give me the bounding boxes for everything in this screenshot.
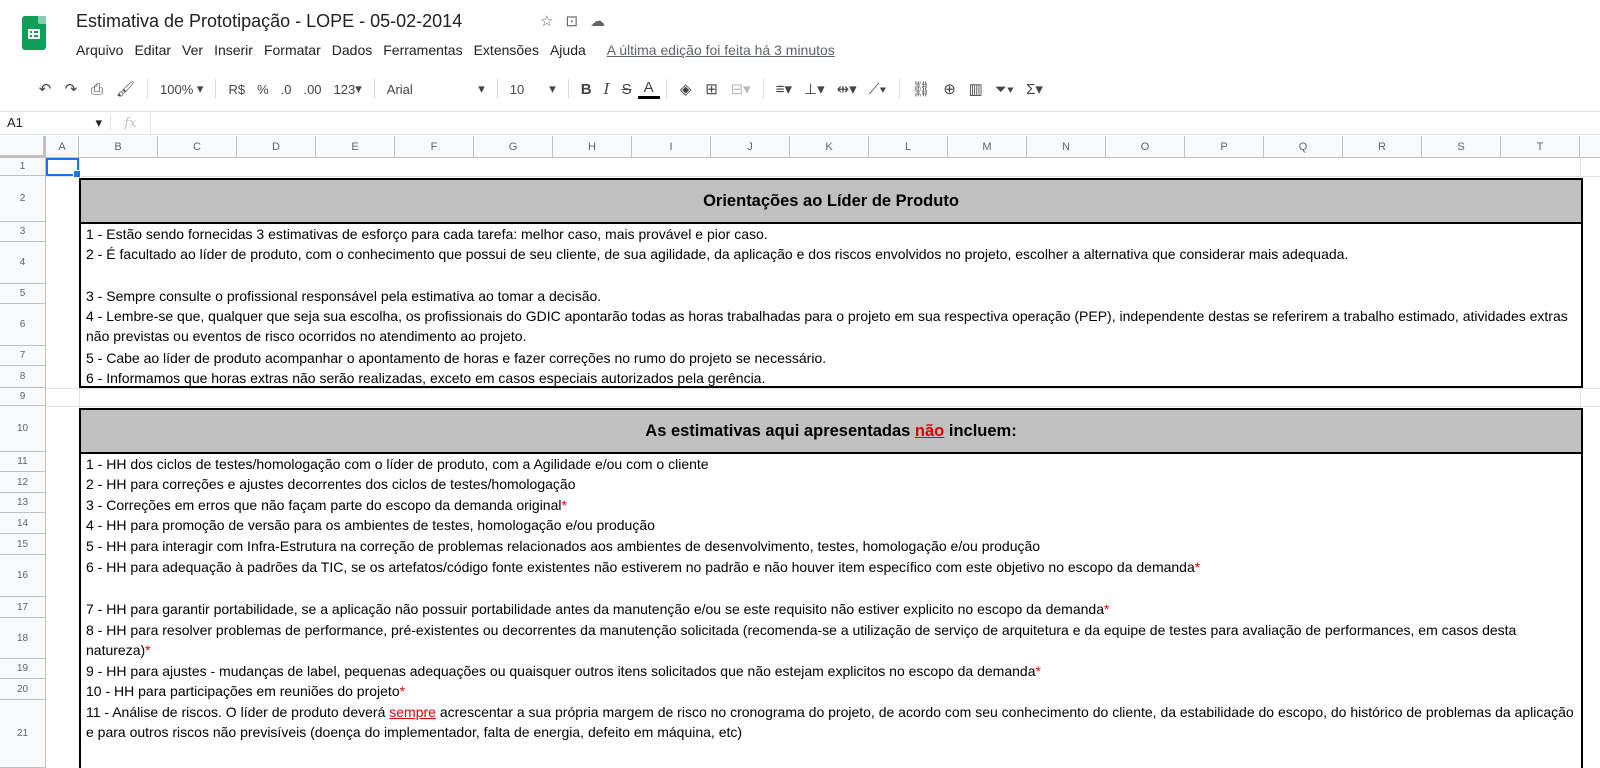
- name-box[interactable]: [0, 115, 110, 131]
- exclusion-line-6: [81, 557, 1581, 599]
- row-header-13[interactable]: 13: [0, 493, 46, 513]
- exclusion-line-3: [81, 495, 1581, 515]
- row-header-6[interactable]: 6: [0, 304, 46, 346]
- column-header-e[interactable]: E: [316, 136, 395, 158]
- guidance-box: [79, 178, 1583, 388]
- column-header-g[interactable]: G: [474, 136, 553, 158]
- formula-input[interactable]: [150, 112, 1600, 134]
- italic-button[interactable]: I: [603, 80, 610, 98]
- number-format-value: 123: [333, 81, 356, 97]
- exclusion-line-9-text: 9 - HH para ajustes - mudanças de label, pequenas adequações ou quaisquer outros itens solicitados que não estejam explicitos no escopo da demanda: [86, 663, 1036, 679]
- asterisk-mark: *: [1035, 663, 1041, 679]
- column-header-l[interactable]: L: [869, 136, 948, 158]
- menu-ver[interactable]: Ver: [182, 42, 204, 58]
- toolbar-divider: [666, 79, 667, 99]
- guidance-line-4: 4 - Lembre-se que, qualquer que seja sua escolha, os profissionais do GDIC apontarão todas as horas trabalhadas para o projeto em sua respectiva operação (PEP), independente destas se referirem a trabalho estimado, atividades extras não previstas ou eventos de risco ocorridos no atendimento ao projeto.: [86, 308, 1568, 344]
- column-header-o[interactable]: O: [1106, 136, 1185, 158]
- formula-bar: [0, 111, 1600, 135]
- gridline: [46, 388, 1600, 389]
- selected-cell-a1[interactable]: [46, 158, 79, 176]
- menu-ferramentas[interactable]: Ferramentas: [383, 42, 463, 58]
- exclusion-line-1: 1 - HH dos ciclos de testes/homologação com o líder de produto, com a Agilidade e/ou com o cliente: [86, 456, 709, 472]
- menu-editar[interactable]: Editar: [134, 42, 172, 58]
- fx-icon: fx: [110, 116, 150, 131]
- print-icon[interactable]: ⎙: [90, 80, 103, 98]
- document-title[interactable]: Estimativa de Prototipação - LOPE - 05-02-2014: [76, 11, 463, 31]
- currency-format-button[interactable]: R$: [228, 81, 246, 97]
- row-header-2[interactable]: 2: [0, 176, 46, 222]
- row-header-1[interactable]: 1: [0, 158, 46, 176]
- exclusion-line-10-text: 10 - HH para participações em reuniões do projeto: [86, 683, 400, 699]
- exclusion-line-3-text: 3 - Correções em erros que não façam parte do escopo da demanda original: [86, 497, 562, 513]
- guidance-line-2: 2 - É facultado ao líder de produto, com o conhecimento que possui de seu cliente, de sua agilidade, da aplicação e dos riscos envolvidos no projeto, escolher a alternativa que considerar mais adequada.: [86, 246, 1349, 262]
- column-header-j[interactable]: J: [711, 136, 790, 158]
- exclusions-heading-pre: As estimativas aqui apresentadas: [645, 421, 911, 440]
- number-format-select[interactable]: 123 ▾: [333, 81, 362, 97]
- increase-decimal-button[interactable]: .00: [303, 81, 322, 97]
- title-icons: [540, 12, 605, 30]
- menu-formatar[interactable]: Formatar: [263, 42, 321, 58]
- font-size-value: 10: [509, 81, 525, 97]
- star-icon[interactable]: ☆: [540, 13, 554, 30]
- exclusion-line-4: 4 - HH para promoção de versão para os ambientes de testes, homologação e/ou produção: [86, 517, 655, 533]
- merge-cells-icon[interactable]: ⊟▾: [730, 81, 751, 98]
- toolbar-divider: [374, 79, 375, 99]
- bold-button[interactable]: B: [580, 80, 592, 98]
- exclusion-line-6-text: 6 - HH para adequação à padrões da TIC, se os artefatos/código fonte existentes não estiverem no padrão e não houver item específico com este objetivo no escopo da demanda: [86, 559, 1195, 575]
- decrease-decimal-button[interactable]: .0: [280, 81, 292, 97]
- toolbar-divider: [215, 79, 216, 99]
- guidance-line-1: 1 - Estão sendo fornecidas 3 estimativas de esforço para cada tarefa: melhor caso, mais provável e pior caso.: [86, 226, 768, 242]
- guidance-line-6: 6 - Informamos que horas extras não serão realizadas, exceto em casos especiais autorizados pela gerência.: [86, 370, 766, 386]
- exclusion-line-9: [81, 661, 1581, 681]
- text-color-button[interactable]: A: [638, 79, 660, 99]
- sheet-grid: [0, 136, 1600, 768]
- toolbar-divider: [899, 79, 900, 99]
- undo-icon[interactable]: ↶: [38, 81, 52, 98]
- guidance-line-3: 3 - Sempre consulte o profissional responsável pela estimativa ao tomar a decisão.: [86, 288, 602, 304]
- exclusion-line-11-post: acrescentar a sua própria margem de risco no cronograma do projeto, de acordo com seu conhecimento do cliente, da estabilidade do escopo, do histórico de problemas da aplicação e para outros riscos não previsíveis (doença do implementador, falta de energia, defeito em máquina, etc): [86, 704, 1574, 740]
- exclusion-line-11-emphasis: sempre: [389, 704, 436, 720]
- row-header-9[interactable]: 9: [0, 388, 46, 406]
- filter-icon[interactable]: ⏷▾: [994, 80, 1015, 98]
- toolbar-divider: [568, 79, 569, 99]
- menu-extensoes[interactable]: Extensões: [473, 42, 539, 58]
- gridline: [46, 406, 1600, 407]
- row-header-20[interactable]: 20: [0, 679, 46, 700]
- column-header-m[interactable]: M: [948, 136, 1027, 158]
- exclusion-line-7-text: 7 - HH para garantir portabilidade, se a aplicação não possuir portabilidade antes da manutenção e/ou se este requisito não estiver explicito no escopo da demanda: [86, 601, 1104, 617]
- guidance-heading: Orientações ao Líder de Produto: [81, 180, 1581, 224]
- move-to-folder-icon[interactable]: ⊡: [565, 13, 579, 30]
- row-header-4[interactable]: 4: [0, 242, 46, 284]
- menu-inserir[interactable]: Inserir: [214, 42, 253, 58]
- toolbar-divider: [763, 79, 764, 99]
- row-header-17[interactable]: 17: [0, 597, 46, 618]
- column-header-b[interactable]: B: [79, 136, 158, 158]
- row-header-11[interactable]: 11: [0, 452, 46, 472]
- column-header-c[interactable]: C: [158, 136, 237, 158]
- gridline: [46, 176, 1600, 177]
- text-wrapping-icon[interactable]: ⇹▾: [836, 81, 857, 98]
- asterisk-mark: *: [1194, 559, 1201, 575]
- row-header-15[interactable]: 15: [0, 534, 46, 555]
- column-header-t[interactable]: T: [1501, 136, 1580, 158]
- font-family-value: Arial: [386, 81, 413, 97]
- row-header-19[interactable]: 19: [0, 659, 46, 679]
- row-header-14[interactable]: 14: [0, 513, 46, 534]
- row-header-21[interactable]: 21: [0, 700, 46, 768]
- exclusion-line-8-text: 8 - HH para resolver problemas de performance, pré-existentes ou decorrentes da manutenção solicitada (recomenda-se a utilização de serviço de arquitetura e da equipe de testes para avaliação de performances, em casos desta natureza): [86, 622, 1517, 658]
- exclusions-heading-emphasis: não: [914, 421, 945, 440]
- horizontal-align-icon[interactable]: ≡▾: [775, 81, 792, 98]
- exclusion-line-10: [81, 681, 1581, 702]
- fill-color-icon[interactable]: ◈: [679, 81, 692, 98]
- zoom-select[interactable]: 100% ▾: [160, 81, 204, 97]
- row-header-16[interactable]: 16: [0, 555, 46, 597]
- column-header-s[interactable]: S: [1422, 136, 1501, 158]
- row-header-8[interactable]: 8: [0, 366, 46, 388]
- exclusions-heading: [81, 410, 1581, 454]
- column-header-f[interactable]: F: [395, 136, 474, 158]
- asterisk-mark: *: [561, 497, 567, 513]
- borders-icon[interactable]: ⊞: [705, 81, 718, 98]
- percent-format-button[interactable]: %: [257, 81, 269, 97]
- column-header-a[interactable]: A: [46, 136, 79, 158]
- row-header-12[interactable]: 12: [0, 472, 46, 493]
- column-header-h[interactable]: H: [553, 136, 632, 158]
- row-header-7[interactable]: 7: [0, 346, 46, 366]
- functions-icon[interactable]: Σ▾: [1026, 81, 1043, 98]
- exclusions-box: [79, 408, 1583, 768]
- toolbar: [0, 70, 1600, 108]
- column-headers: [0, 136, 1600, 158]
- font-family-select[interactable]: Arial ▾: [386, 81, 485, 97]
- column-header-p[interactable]: P: [1185, 136, 1264, 158]
- cloud-status-icon[interactable]: ☁: [590, 13, 606, 30]
- insert-chart-icon[interactable]: ▥: [968, 81, 983, 98]
- row-header-10[interactable]: 10: [0, 406, 46, 452]
- insert-comment-icon[interactable]: ⊕: [943, 81, 956, 98]
- redo-icon[interactable]: ↷: [64, 81, 78, 98]
- guidance-line-5: 5 - Cabe ao líder de produto acompanhar o apontamento de horas e fazer correções no rumo do projeto se necessário.: [86, 350, 827, 366]
- column-header-k[interactable]: K: [790, 136, 869, 158]
- asterisk-mark: *: [1103, 601, 1110, 617]
- column-header-d[interactable]: D: [237, 136, 316, 158]
- exclusion-line-5: 5 - HH para interagir com Infra-Estrutura na correção de problemas relacionados aos ambientes de desenvolvimento, testes, homologação e/ou produção: [86, 538, 1041, 554]
- menu-bar: [76, 42, 835, 58]
- column-header-r[interactable]: R: [1343, 136, 1422, 158]
- menu-arquivo[interactable]: Arquivo: [76, 42, 124, 58]
- row-header-5[interactable]: 5: [0, 284, 46, 304]
- last-edit-link[interactable]: A última edição foi feita há 3 minutos: [606, 42, 835, 58]
- cell-area[interactable]: [46, 158, 1600, 768]
- column-header-n[interactable]: N: [1027, 136, 1106, 158]
- strikethrough-button[interactable]: S: [621, 80, 632, 98]
- chevron-down-icon: ▾: [95, 115, 102, 130]
- header: [0, 0, 1600, 70]
- toolbar-divider: [497, 79, 498, 99]
- cell-reference: A1: [7, 115, 23, 130]
- sheets-logo-icon[interactable]: [22, 16, 46, 50]
- menu-dados[interactable]: Dados: [331, 42, 373, 58]
- insert-link-icon[interactable]: ⛓: [911, 81, 931, 98]
- exclusions-heading-post: incluem:: [948, 421, 1017, 440]
- exclusion-line-11: [81, 702, 1581, 746]
- column-header-i[interactable]: I: [632, 136, 711, 158]
- select-all-corner[interactable]: [0, 136, 46, 158]
- exclusion-line-11-pre: 11 - Análise de riscos. O líder de produto deverá: [86, 704, 386, 720]
- vertical-align-icon[interactable]: ⊥▾: [804, 81, 825, 98]
- asterisk-mark: *: [145, 642, 151, 658]
- row-header-18[interactable]: 18: [0, 618, 46, 659]
- menu-ajuda[interactable]: Ajuda: [549, 42, 586, 58]
- exclusion-line-7: [81, 599, 1581, 620]
- zoom-value: 100%: [160, 81, 194, 97]
- exclusion-line-2: 2 - HH para correções e ajustes decorrentes dos ciclos de testes/homologação: [86, 476, 576, 492]
- row-header-3[interactable]: 3: [0, 222, 46, 242]
- paint-format-icon[interactable]: 🖌: [116, 81, 136, 98]
- font-size-select[interactable]: 10 ▾: [509, 81, 556, 97]
- asterisk-mark: *: [399, 683, 406, 699]
- text-rotation-icon[interactable]: ⟋▾: [868, 80, 887, 98]
- column-header-q[interactable]: Q: [1264, 136, 1343, 158]
- exclusion-line-8: [81, 620, 1581, 661]
- toolbar-divider: [147, 79, 148, 99]
